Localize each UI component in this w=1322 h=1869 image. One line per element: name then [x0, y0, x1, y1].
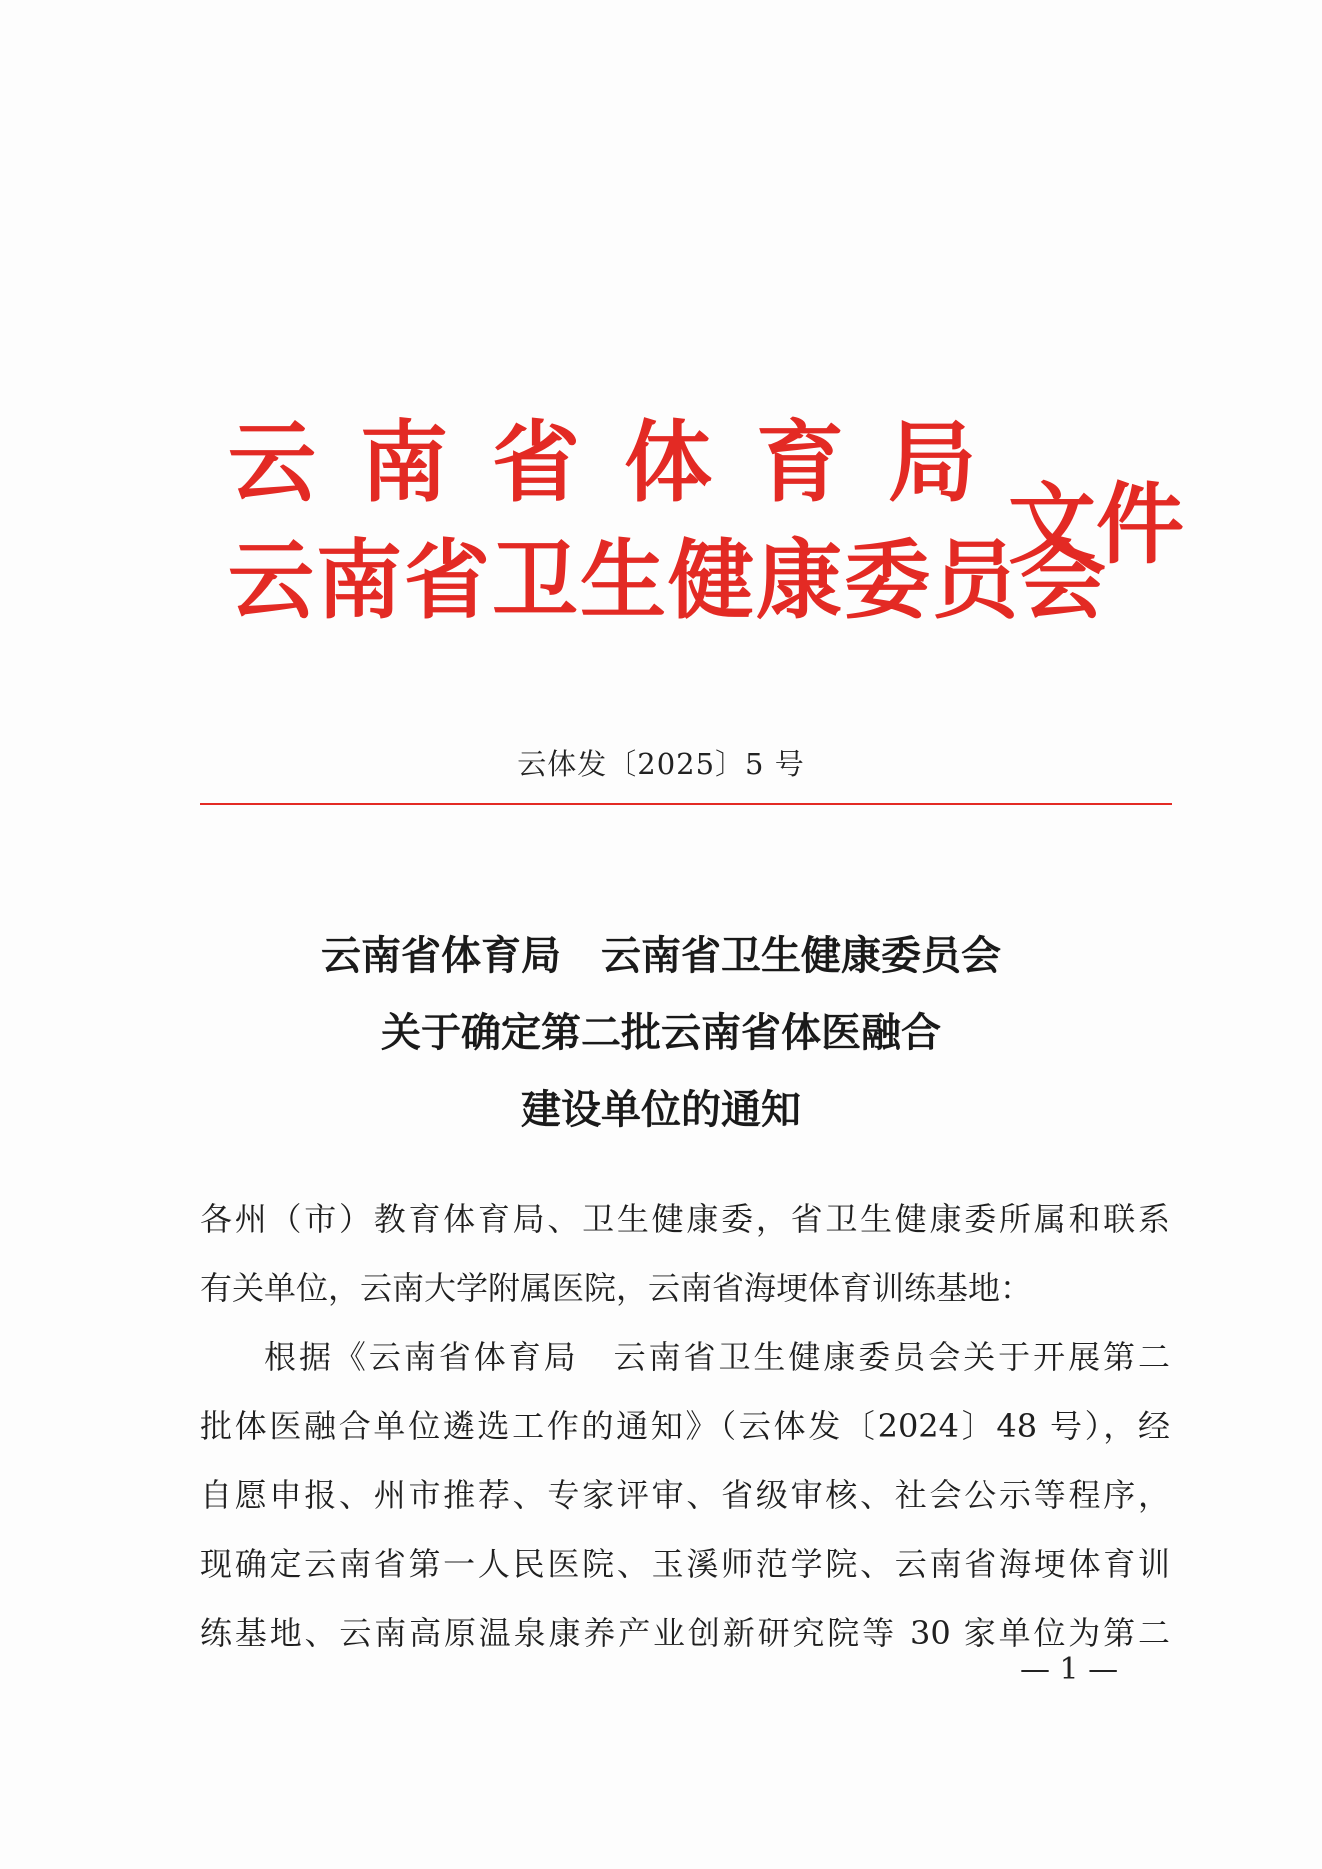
- body-line: 自愿申报、州市推荐、专家评审、省级审核、社会公示等程序，: [200, 1476, 1170, 1514]
- masthead-org-sports-bureau: 云南省体育局: [228, 410, 1021, 514]
- body-line: 有关单位，云南大学附属医院，云南省海埂体育训练基地：: [200, 1269, 1033, 1307]
- masthead-suffix: 文件: [1008, 472, 1185, 576]
- red-divider-line: [200, 803, 1172, 805]
- document-body: [200, 1185, 1170, 1668]
- document-masthead: [228, 410, 1185, 638]
- title-line-2: 关于确定第二批云南省体医融合: [381, 1010, 941, 1056]
- masthead-org-health-commission: 云南省卫生健康委员会: [228, 530, 1108, 631]
- page-number: — 1 —: [1020, 1652, 1119, 1687]
- title-line-1: 云南省体育局 云南省卫生健康委员会: [321, 933, 1001, 979]
- body-line: 现确定云南省第一人民医院、玉溪师范学院、云南省海埂体育训: [200, 1545, 1170, 1583]
- body-line: 各州（市）教育体育局、卫生健康委，省卫生健康委所属和联系: [200, 1200, 1170, 1238]
- body-line: 根据《云南省体育局 云南省卫生健康委员会关于开展第二: [264, 1338, 1170, 1376]
- body-line: 批体医融合单位遴选工作的通知》（云体发〔2024〕48 号），经: [200, 1407, 1170, 1445]
- title-line-3: 建设单位的通知: [521, 1087, 801, 1133]
- body-line: 练基地、云南高原温泉康养产业创新研究院等 30 家单位为第二: [200, 1614, 1170, 1652]
- document-title: [0, 918, 1322, 1149]
- document-number: 云体发〔2025〕5 号: [517, 747, 805, 781]
